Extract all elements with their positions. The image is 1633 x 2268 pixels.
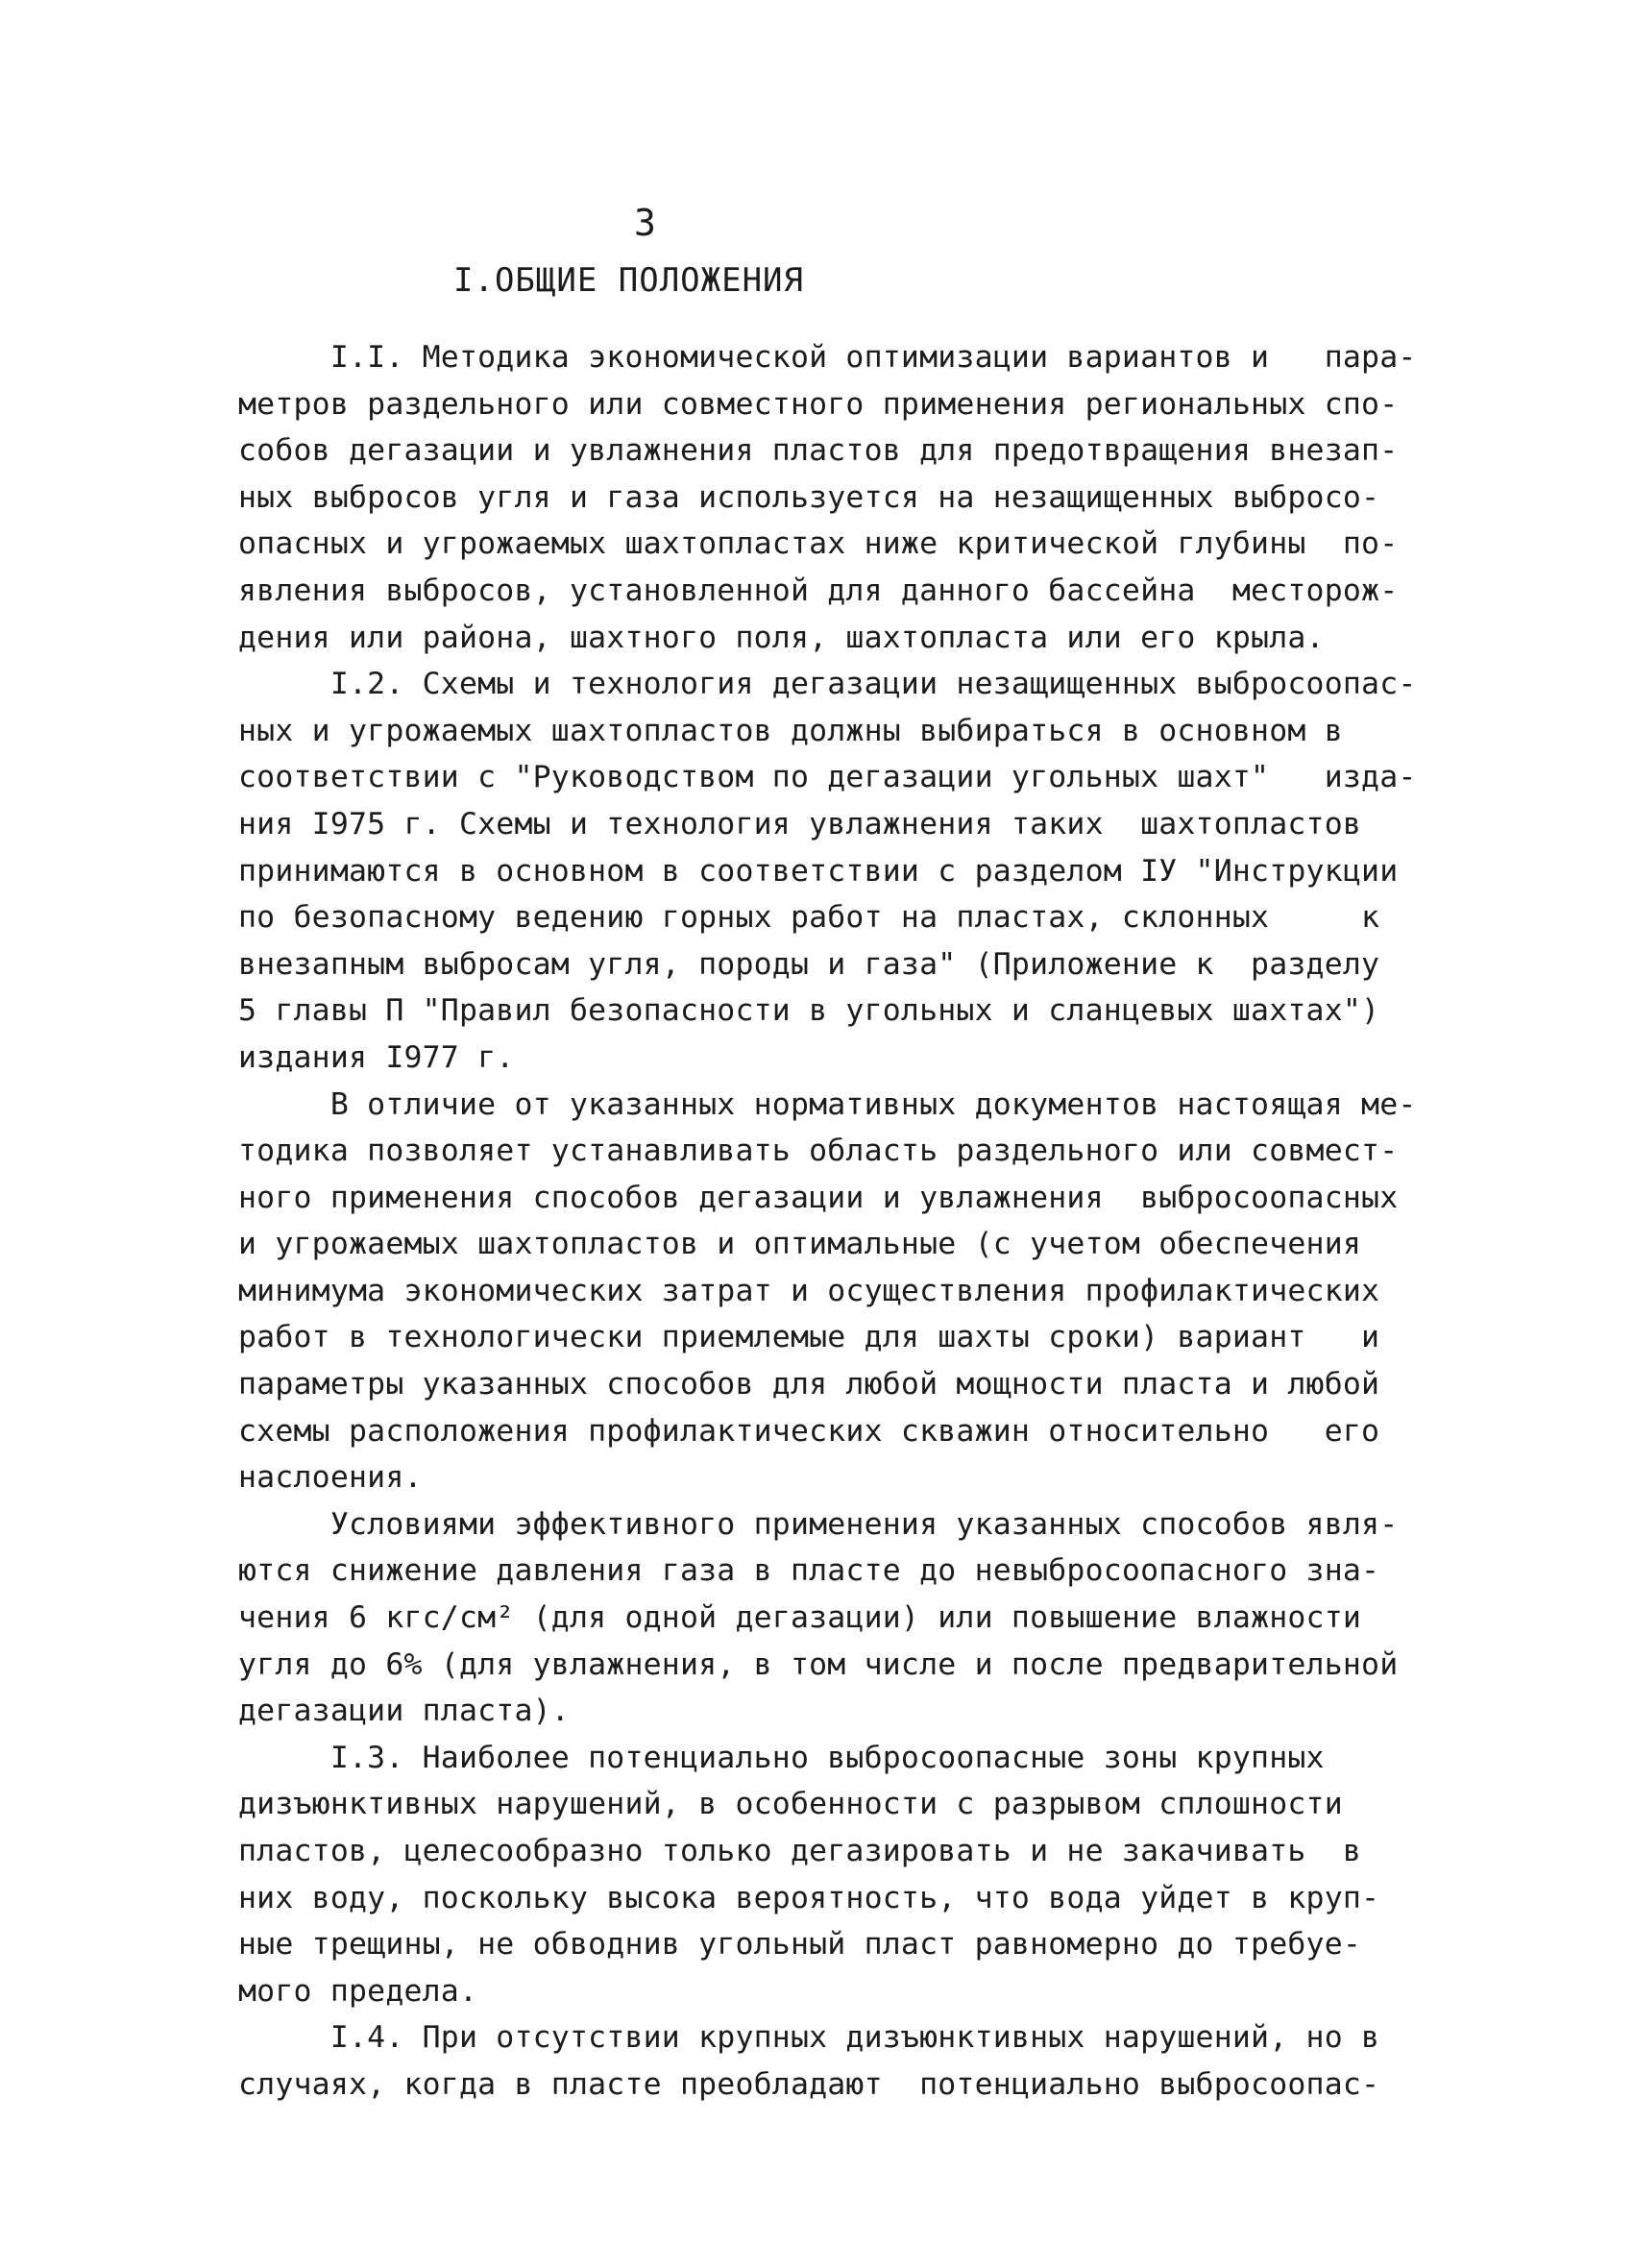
text-line: минимума экономических затрат и осуществления профилактических (238, 1273, 1380, 1308)
section-title: I.ОБЩИЕ ПОЛОЖЕНИЯ (453, 261, 804, 300)
text-line: дегазации пласта). (238, 1694, 570, 1729)
text-line: метров раздельного или совместного применения региональных спо- (238, 386, 1399, 422)
text-line: дизъюнктивных нарушений, в особенности с разрывом сплошности (238, 1787, 1343, 1822)
text-line: ного применения способов дегазации и увлажнения выбросоопасных (238, 1180, 1399, 1215)
text-line: дения или района, шахтного поля, шахтопласта или его крыла. (238, 620, 1325, 655)
text-line: I.4. При отсутствии крупных дизъюнктивных нарушений, но в (238, 2020, 1380, 2056)
text-line: принимаются в основном в соответствии с разделом IУ "Инструкции (238, 853, 1399, 889)
text-line: опасных и угрожаемых шахтопластах ниже критической глубины по- (238, 526, 1399, 562)
text-line: случаях, когда в пласте преобладают потенциально выбросоопас- (238, 2066, 1380, 2102)
text-line: них воду, поскольку высока вероятность, что вода уйдет в круп- (238, 1880, 1380, 1915)
text-line: ных выбросов угля и газа используется на незащищенных выбросо- (238, 479, 1380, 515)
text-line: ных и угрожаемых шахтопластов должны выбираться в основном в (238, 713, 1343, 748)
text-line: внезапным выбросам угля, породы и газа" (Приложение к разделу (238, 946, 1380, 982)
text-line: схемы расположения профилактических скважин относительно его (238, 1413, 1380, 1449)
text-line: ются снижение давления газа в пласте до невыбросоопасного зна- (238, 1553, 1380, 1589)
text-line: чения 6 кгс/см² (для одной дегазации) или повышение влажности (238, 1600, 1362, 1636)
text-line: соответствии с "Руководством по дегазации угольных шахт" изда- (238, 760, 1417, 795)
text-line: по безопасному ведению горных работ на пластах, склонных к (238, 900, 1380, 936)
text-line: 5 главы П "Правил безопасности в угольных и сланцевых шахтах") (238, 993, 1380, 1029)
text-line: ные трещины, не обводнив угольный пласт равномерно до требуе- (238, 1927, 1362, 1963)
text-line: ния I975 г. Схемы и технология увлажнения таких шахтопластов (238, 806, 1362, 841)
text-line: Условиями эффективного применения указанных способов явля- (238, 1506, 1399, 1542)
text-line: собов дегазации и увлажнения пластов для предотвращения внезап- (238, 433, 1399, 469)
text-line: параметры указанных способов для любой мощности пласта и любой (238, 1367, 1380, 1402)
text-line: издания I977 г. (238, 1039, 515, 1075)
text-line: I.I. Методика экономической оптимизации вариантов и пара- (238, 340, 1417, 375)
text-line: тодика позволяет устанавливать область раздельного или совмест- (238, 1134, 1399, 1169)
text-line: наслоения. (238, 1460, 423, 1496)
page-number: 3 (634, 202, 656, 244)
text-line: и угрожаемых шахтопластов и оптимальные (с учетом обеспечения (238, 1227, 1362, 1262)
text-line: работ в технологически приемлемые для шахты сроки) вариант и (238, 1320, 1380, 1355)
text-line: I.2. Схемы и технология дегазации незащищенных выбросоопас- (238, 667, 1417, 702)
body-text (238, 334, 1417, 2109)
text-line: явления выбросов, установленной для данного бассейна месторож- (238, 573, 1399, 608)
text-line: В отличие от указанных нормативных документов настоящая ме- (238, 1086, 1417, 1122)
text-line: пластов, целесообразно только дегазировать и не закачивать в (238, 1834, 1362, 1868)
text-line: мого предела. (238, 1973, 478, 2009)
text-line: угля до 6% (для увлажнения, в том числе и после предварительной (238, 1646, 1399, 1682)
text-line: I.3. Наиболее потенциально выбросоопасные зоны крупных (238, 1740, 1325, 1775)
